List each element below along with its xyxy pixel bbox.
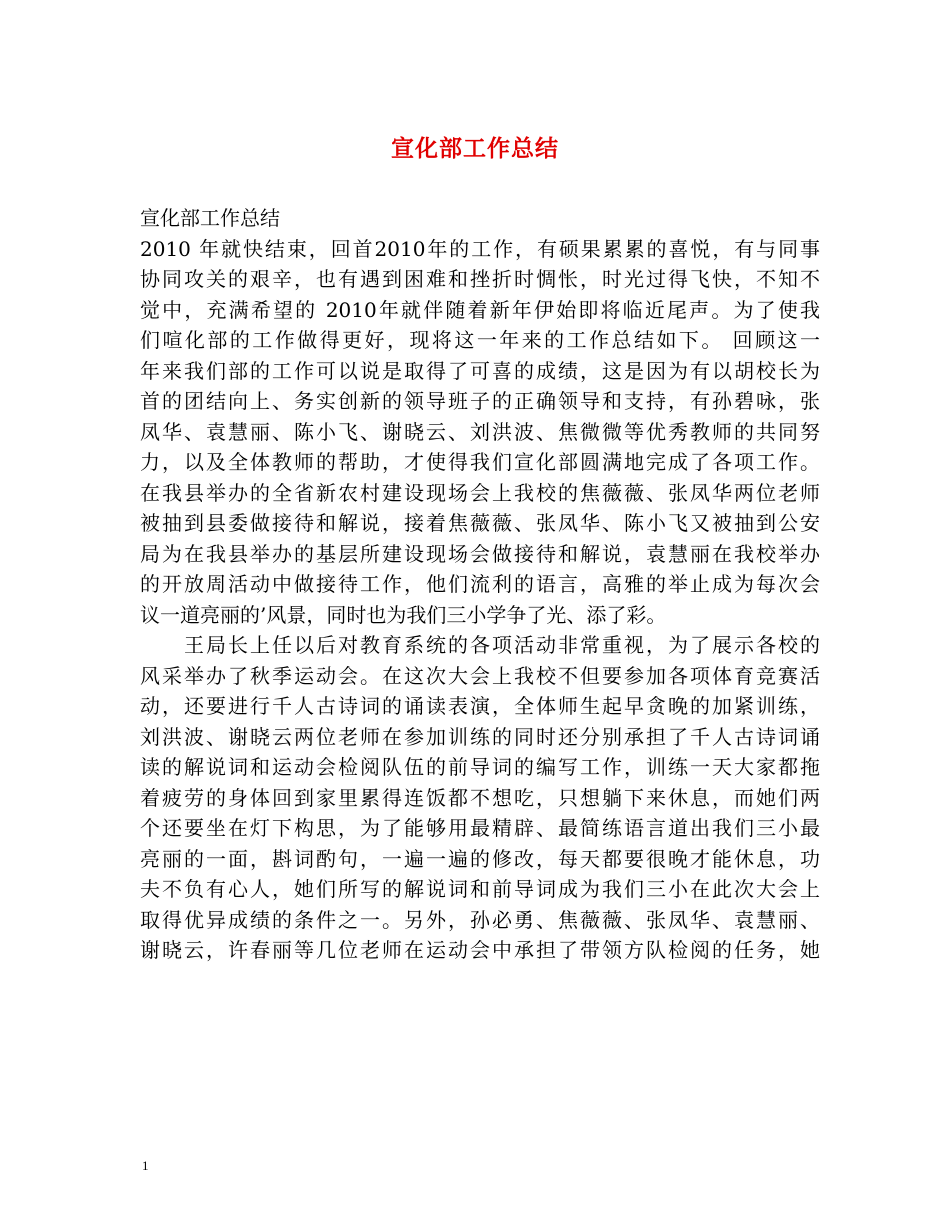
body-line: 宣化部工作总结 [140, 206, 280, 230]
body-line: 风采举办了秋季运动会。在这次大会上我校不但要参加各项体育竞赛活 [140, 663, 820, 688]
body-line: 动，还要进行千人古诗词的诵读表演，全体师生起早贪晚的加紧训练， [140, 694, 820, 718]
document-body [140, 203, 820, 966]
body-line: 刘洪波、谢晓云两位老师在参加训练的同时还分别承担了千人古诗词诵 [140, 724, 820, 749]
body-line: 在我县举办的全省新农村建设现场会上我校的焦薇薇、张凤华两位老师 [140, 480, 820, 505]
body-line: 个还要坐在灯下构思，为了能够用最精辟、最简练语言道出我们三小最 [140, 816, 820, 840]
body-line: 议一道亮丽的’风景，同时也为我们三小学争了光、添了彩。 [140, 602, 667, 627]
body-line: 觉中，充满希望的 2010年就伴随着新年伊始即将临近尾声。为了使我 [140, 297, 820, 322]
body-line: 着疲劳的身体回到家里累得连饭都不想吃，只想躺下来休息，而她们两 [140, 785, 820, 810]
body-line: 取得优异成绩的条件之一。另外，孙必勇、焦薇薇、张凤华、袁慧丽、 [140, 907, 820, 932]
body-line: 亮丽的一面，斟词酌句，一遍一遍的修改，每天都要很晚才能休息，功 [140, 846, 820, 871]
body-line: 力，以及全体教师的帮助，才使得我们宣化部圆满地完成了各项工作。 [140, 450, 820, 474]
page-number: 1 [142, 1158, 149, 1173]
body-line: 局为在我县举办的基层所建设现场会做接待和解说，袁慧丽在我校举办 [140, 541, 820, 566]
body-line: 读的解说词和运动会检阅队伍的前导词的编写工作，训练一天大家都拖 [140, 755, 820, 779]
body-line: 的开放周活动中做接待工作，他们流利的语言，高雅的举止成为每次会 [140, 572, 820, 596]
body-line: 首的团结向上、务实创新的领导班子的正确领导和支持，有孙碧咏，张 [140, 389, 820, 413]
body-line: 谢晓云，许春丽等几位老师在运动会中承担了带领方队检阅的任务，她 [140, 938, 820, 962]
document-title: 宣化部工作总结 [391, 135, 559, 162]
body-line: 们喧化部的工作做得更好，现将这一年来的工作总结如下。 回顾这一 [140, 328, 820, 352]
body-line: 年来我们部的工作可以说是取得了可喜的成绩，这是因为有以胡校长为 [140, 358, 820, 383]
body-line: 2010 年就快结束，回首2010年的工作，有硕果累累的喜悦，有与同事 [140, 236, 820, 261]
body-line: 被抽到县委做接待和解说，接着焦薇薇、张凤华、陈小飞又被抽到公安 [140, 511, 820, 535]
body-line: 王局长上任以后对教育系统的各项活动非常重视，为了展示各校的 [140, 633, 820, 657]
body-line: 协同攻关的艰辛，也有遇到困难和挫折时惆怅，时光过得飞快，不知不 [140, 267, 820, 291]
body-line: 夫不负有心人，她们所写的解说词和前导词成为我们三小在此次大会上 [140, 877, 820, 901]
body-line: 凤华、袁慧丽、陈小飞、谢晓云、刘洪波、焦微微等优秀教师的共同努 [140, 419, 820, 444]
